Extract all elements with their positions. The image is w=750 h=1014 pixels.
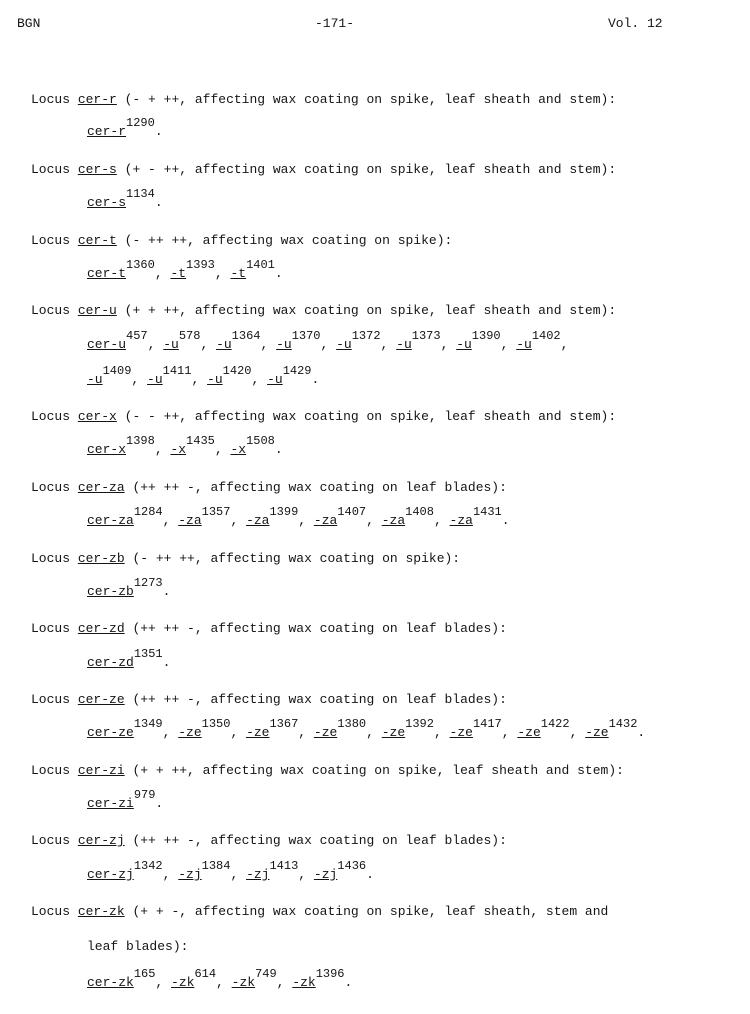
allele-symbol: cer-r [87,124,127,139]
allele [87,504,163,528]
locus-description: (- + ++, affecting wax coating on spike, leaf sheath and stem): [124,92,617,107]
allele [396,328,441,352]
allele-symbol: -zk [231,975,256,990]
allele [178,858,231,882]
allele [336,328,381,352]
allele-number: 1413 [269,858,299,873]
locus-heading [31,480,507,496]
allele-symbol: -za [246,513,270,528]
allele-line: cer-$zd^{1351}$. [87,646,171,670]
allele-symbol: -zj [246,867,270,882]
allele [87,858,163,882]
locus-description: (+ + ++, affecting wax coating on spike, leaf sheath and stem): [132,763,624,778]
locus-heading [31,621,507,637]
allele-line: cer-$x^{1398}$, $-x^{1435}$, $-x^{1508}$. [87,433,283,457]
locus-symbol: cer-zb [77,551,125,566]
allele [87,575,163,599]
allele-number: 1409 [102,363,132,378]
allele-number: 1370 [291,328,321,343]
allele [87,328,148,352]
allele [87,363,132,387]
allele [292,966,345,990]
allele-line: cer-$ze^{1349}$, $-ze^{1350}$, $-ze^{1367}$, $-ze^{1380}$, $-ze^{1392}$, $-ze^{1417}$, $-ze^{1422}$, $-ze^{1432}$. [87,716,646,740]
allele [171,966,217,990]
allele-symbol: cer-zb [87,584,134,599]
allele-number: 1411 [162,363,192,378]
allele-number: 1390 [471,328,501,343]
locus-description: (- ++ ++, affecting wax coating on spike): [132,551,461,566]
allele-symbol: -u [276,337,292,352]
allele-symbol: cer-zd [87,655,134,670]
allele [456,328,501,352]
locus-symbol: cer-t [77,233,117,248]
allele [207,363,252,387]
locus-heading [31,833,507,849]
allele-number: 1349 [133,716,163,731]
allele-symbol: cer-za [87,513,134,528]
locus-prefix: Locus [31,621,71,636]
allele-symbol: -u [207,372,223,387]
allele-line: cer-$r^{1290}$. [87,115,163,139]
locus-heading [31,233,452,249]
header-volume: Vol. 12 [608,16,663,31]
allele-number: 1417 [472,716,502,731]
locus-heading [31,92,616,108]
allele-symbol: -u [163,337,179,352]
allele-number: 1420 [222,363,252,378]
allele-number: 1396 [315,966,345,981]
allele-symbol: -t [230,266,247,281]
allele-symbol: -za [449,513,473,528]
allele [87,646,163,670]
allele-number: 1342 [133,858,163,873]
allele-number: 1408 [405,504,434,519]
locus-description: (+ + ++, affecting wax coating on spike, leaf sheath and stem): [124,303,617,318]
allele-symbol: -ze [381,725,406,740]
allele-symbol: -za [313,513,338,528]
allele-number: 1402 [531,328,561,343]
locus-symbol: cer-r [77,92,117,107]
allele-number: 1398 [126,433,155,448]
allele [170,433,215,457]
allele [216,328,261,352]
allele-line: cer-$zi^{979}$. [87,787,164,811]
allele-number: 1431 [472,504,502,519]
allele-symbol: cer-zj [87,867,134,882]
allele [87,966,156,990]
locus-prefix: Locus [31,692,71,707]
allele-line: cer-$u^{457}$, $-u^{578}$, $-u^{1364}$, $-u^{1370}$, $-u^{1372}$, $-u^{1373}$, $-u^{1390}$, $-u^{1402}$, [87,328,569,352]
allele [381,716,434,740]
locus-description: (+ - ++, affecting wax coating on spike, leaf sheath and stem): [124,162,617,177]
locus-heading [31,409,616,425]
allele [230,257,275,281]
locus-symbol: cer-ze [77,692,125,707]
allele-number: 457 [126,328,148,343]
allele-symbol: cer-x [87,442,127,457]
allele [178,504,231,528]
allele-line: cer-$t^{1360}$, $-t^{1393}$, $-t^{1401}$. [87,257,283,281]
allele-line: cer-$zb^{1273}$. [87,575,171,599]
allele-number: 1273 [133,575,163,590]
allele-number: 1436 [337,858,367,873]
allele [585,716,638,740]
locus-heading [31,904,608,920]
locus-description-continued: leaf blades): [87,939,189,954]
allele [87,115,155,139]
allele [87,186,155,210]
allele-symbol: -ze [246,725,270,740]
locus-description: (- - ++, affecting wax coating on spike, leaf sheath and stem): [124,409,617,424]
allele-number: 1407 [337,504,367,519]
allele-symbol: -ze [585,725,609,740]
allele-symbol: -ze [313,725,338,740]
allele-number: 578 [178,328,201,343]
locus-prefix: Locus [31,904,71,919]
allele-symbol: cer-u [87,337,127,352]
allele-number: 1429 [282,363,312,378]
locus-description: (- ++ ++, affecting wax coating on spike): [124,233,453,248]
allele-number: 1393 [186,257,215,272]
allele [517,716,570,740]
locus-prefix: Locus [31,162,71,177]
allele-symbol: -u [216,337,232,352]
allele-line: $-u^{1409}$, $-u^{1411}$, $-u^{1420}$, $-u^{1429}$. [87,363,320,387]
allele [313,716,367,740]
allele-number: 1392 [405,716,434,731]
locus-heading [31,763,624,779]
allele-symbol: -za [381,513,406,528]
allele-symbol: -u [87,372,103,387]
allele [87,787,156,811]
allele-line: cer-$za^{1284}$, $-za^{1357}$, $-za^{1399}$, $-za^{1407}$, $-za^{1408}$, $-za^{1431}$. [87,504,510,528]
allele-symbol: -ze [449,725,473,740]
allele [449,716,502,740]
locus-description: (+ + -, affecting wax coating on spike, leaf sheath, stem and [132,904,609,919]
allele-symbol: -u [456,337,472,352]
locus-heading [31,551,460,567]
locus-prefix: Locus [31,480,71,495]
allele-number: 165 [133,966,156,981]
locus-symbol: cer-u [77,303,117,318]
allele-symbol: -ze [517,725,541,740]
allele [516,328,561,352]
allele [276,328,321,352]
locus-symbol: cer-zd [77,621,125,636]
locus-symbol: cer-x [77,409,117,424]
allele-symbol: -u [147,372,163,387]
allele [246,858,299,882]
allele-number: 1284 [133,504,163,519]
locus-description: (++ ++ -, affecting wax coating on leaf blades): [132,621,507,636]
locus-prefix: Locus [31,551,71,566]
locus-description: (++ ++ -, affecting wax coating on leaf blades): [132,480,507,495]
allele-number: 1134 [126,186,155,201]
allele [147,363,192,387]
locus-prefix: Locus [31,763,71,778]
locus-prefix: Locus [31,409,71,424]
locus-prefix: Locus [31,233,71,248]
locus-symbol: cer-zk [77,904,125,919]
allele [163,328,201,352]
allele-number: 1364 [231,328,261,343]
allele [231,966,277,990]
allele-number: 1350 [201,716,231,731]
allele-symbol: cer-s [87,195,127,210]
allele [246,504,299,528]
locus-prefix: Locus [31,833,71,848]
allele [381,504,434,528]
allele [87,433,155,457]
allele-symbol: cer-t [87,266,127,281]
allele-symbol: -zj [313,867,338,882]
allele-number: 1399 [269,504,299,519]
locus-prefix: Locus [31,92,71,107]
allele-symbol: -u [267,372,283,387]
allele-number: 1373 [411,328,441,343]
header-journal: BGN [17,16,41,31]
allele [313,858,367,882]
locus-description: (++ ++ -, affecting wax coating on leaf blades): [132,833,507,848]
locus-symbol: cer-zj [77,833,125,848]
allele-number: 1372 [351,328,381,343]
allele-symbol: -zk [171,975,195,990]
allele-symbol: -x [170,442,187,457]
allele-number: 979 [133,787,156,802]
allele [246,716,299,740]
allele-number: 1380 [337,716,367,731]
allele-symbol: -u [516,337,532,352]
allele-line: cer-$s^{1134}$. [87,186,163,210]
allele-number: 1351 [133,646,163,661]
allele [230,433,275,457]
allele-number: 614 [194,966,217,981]
allele [87,716,163,740]
allele [267,363,312,387]
locus-heading [31,692,507,708]
allele-number: 1508 [246,433,275,448]
allele [87,257,155,281]
allele-line: cer-$zj^{1342}$, $-zj^{1384}$, $-zj^{1413}$, $-zj^{1436}$. [87,858,374,882]
allele-symbol: -u [396,337,412,352]
allele-symbol: -u [336,337,352,352]
allele-number: 749 [255,966,277,981]
allele-line: cer-$zk^{165}$, $-zk^{614}$, $-zk^{749}$, $-zk^{1396}$. [87,966,353,990]
allele-symbol: cer-zk [87,975,134,990]
allele-number: 1435 [186,433,215,448]
allele-number: 1290 [126,115,155,130]
locus-prefix: Locus [31,303,71,318]
allele-number: 1401 [246,257,275,272]
allele-symbol: -t [170,266,187,281]
allele-number: 1357 [201,504,231,519]
locus-description: (++ ++ -, affecting wax coating on leaf blades): [132,692,507,707]
allele-symbol: -x [230,442,247,457]
allele-number: 1384 [201,858,231,873]
allele-number: 1367 [269,716,299,731]
page-number: -171- [315,16,355,31]
allele-number: 1432 [608,716,638,731]
allele [449,504,502,528]
allele-symbol: -za [178,513,202,528]
allele [178,716,231,740]
allele [313,504,367,528]
allele [170,257,215,281]
allele-symbol: -zj [178,867,202,882]
locus-symbol: cer-za [77,480,125,495]
locus-heading [31,303,616,319]
locus-symbol: cer-s [77,162,117,177]
locus-symbol: cer-zi [77,763,125,778]
locus-heading [31,162,616,178]
allele-symbol: -zk [292,975,316,990]
allele-number: 1422 [540,716,570,731]
allele-number: 1360 [126,257,155,272]
allele-symbol: cer-zi [87,796,134,811]
allele-symbol: -ze [178,725,202,740]
allele-symbol: cer-ze [87,725,134,740]
